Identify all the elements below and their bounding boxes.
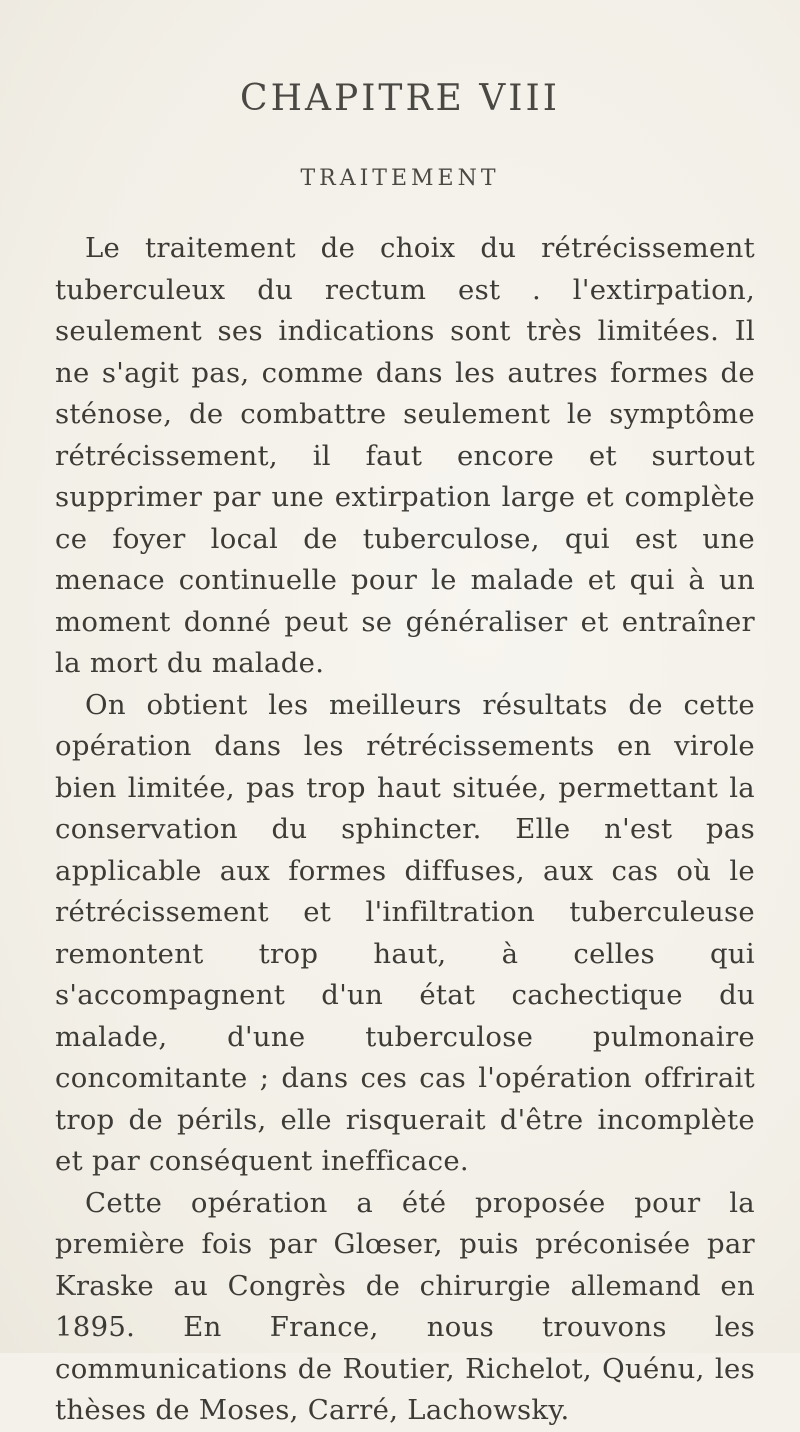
paragraph-2: On obtient les meilleurs résultats de cette opération dans les rétrécissements en virole bien limitée, pas trop haut située, permettant la conservation du sphincter. Elle n'est pas applicable aux formes diffuses, aux cas où le rétrécissement et l'infiltration tuberculeuse remontent trop haut, à celles qui s'accompagnent d'un état cachectique du malade, d'une tuberculose pulmonaire concomitante ; dans ces cas l'opération offrirait trop de périls, elle risquerait d'être incomplète et par conséquent inefficace. bbox=[55, 688, 755, 1177]
chapter-title: CHAPITRE VIII bbox=[240, 78, 560, 119]
body-text bbox=[55, 228, 755, 1432]
section-title: TRAITEMENT bbox=[300, 166, 500, 191]
paragraph-1: Le traitement de choix du rétrécissement tuberculeux du rectum est . l'extirpation, seulement ses indications sont très limitées. Il ne s'agit pas, comme dans les autres formes de sténose, de combattre seulement le symptôme rétrécissement, il faut encore et surtout supprimer par une extirpation large et complète ce foyer local de tuberculose, qui est une menace continuelle pour le malade et qui à un moment donné peut se généraliser et entraîner la mort du malade. bbox=[55, 232, 755, 679]
paragraph-3: Cette opération a été proposée pour la première fois par Glœser, puis préconisée par Kraske au Congrès de chirurgie allemand en 1895. En France, nous trouvons les communications de Routier, Richelot, Quénu, les thèses de Moses, Carré, Lachowsky. bbox=[55, 1186, 755, 1426]
